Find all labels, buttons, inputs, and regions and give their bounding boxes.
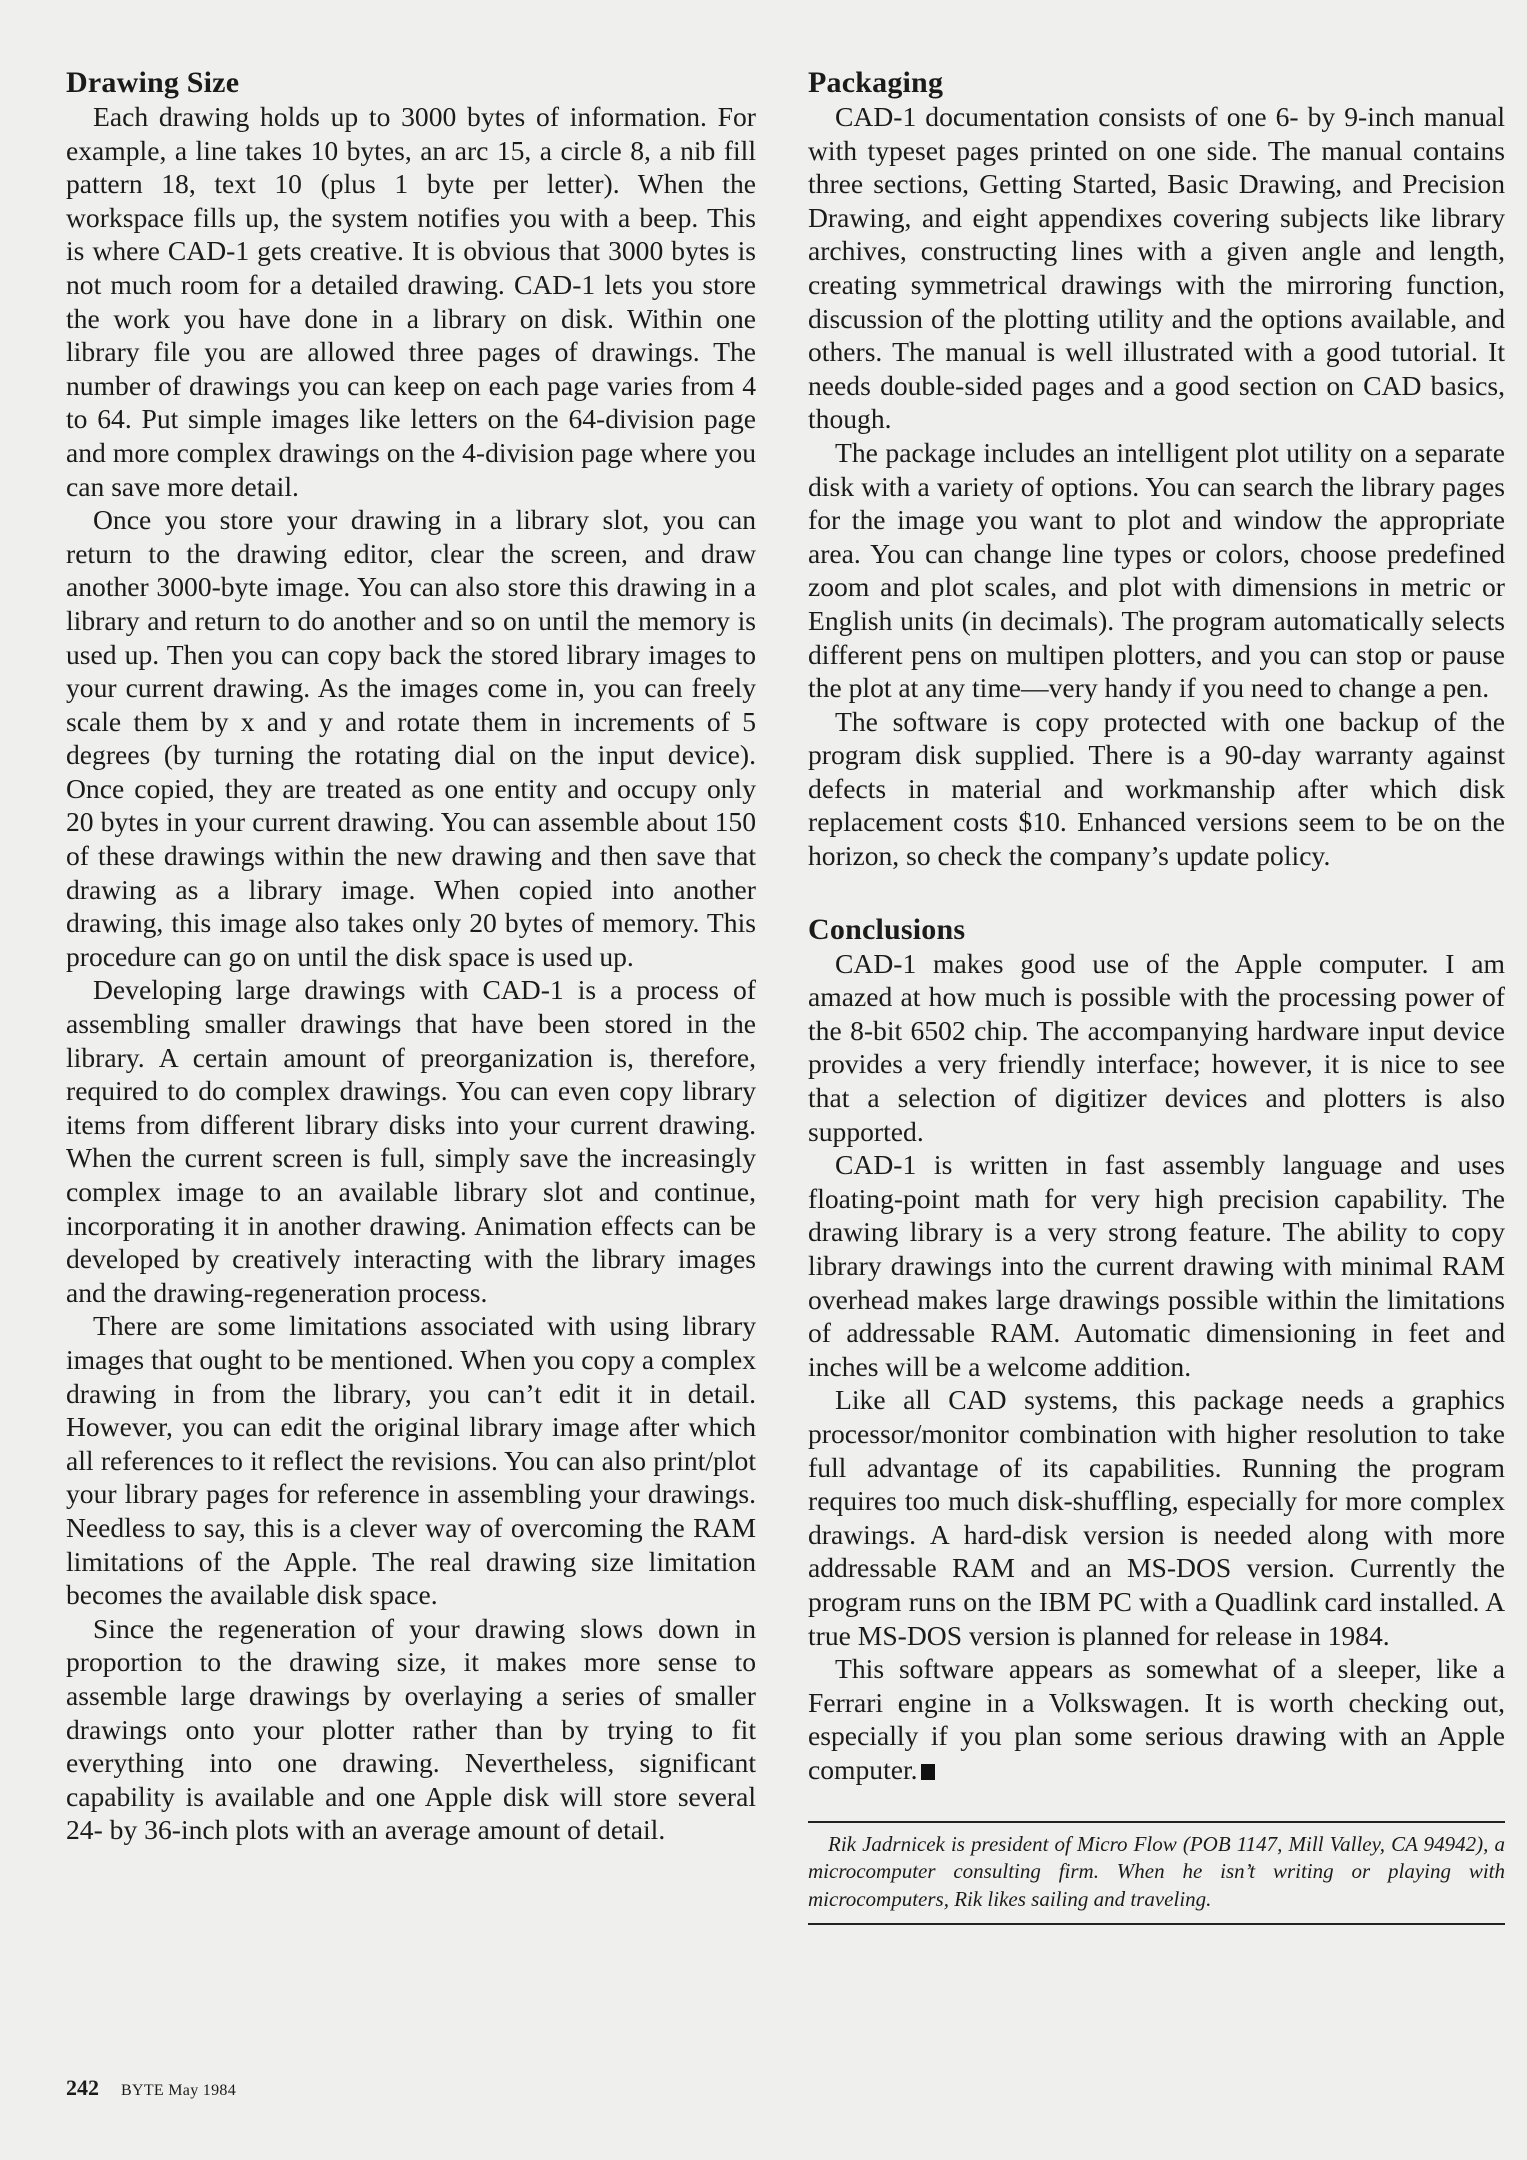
paragraph: The package includes an intelligent plot utility on a separate disk with a variety of options. You can search the library pages for the image you want to plot and window the appropriate area. You can change line types or colors, choose predefined zoom and plot scales, and plot with dimensions in metric or English units (in decimals). The program automatically selects different pens on multipen plotters, and you can stop or pause the plot at any time—very handy if you need to change a pen. [808, 436, 1505, 704]
paragraph: There are some limitations associated with using library images that ought to be mentioned. When you copy a complex drawing in from the library, you can’t edit it in detail. However, you can edit the original library image after which all references to it reflect the revisions. You can also print/plot your library pages for reference in assembling your drawings. Needless to say, this is a clever way of overcoming the RAM limitations of the Apple. The real drawing size limitation becomes the available disk space. [66, 1310, 756, 1611]
author-bio: Rik Jadrnicek is president of Micro Flow (POB 1147, Mill Valley, CA 94942), a microcomputer consulting firm. When he isn’t writing or playing with microcomputers, Rik likes sailing and traveling. [808, 1831, 1505, 1911]
author-bio-box [808, 1821, 1505, 1926]
page-footer [66, 2075, 236, 2101]
paragraph: Each drawing holds up to 3000 bytes of information. For example, a line takes 10 bytes, an arc 15, a circle 8, a nib fill pattern 18, text 10 (plus 1 byte per letter). When the workspace fills up, the system notifies you with a beep. This is where CAD-1 gets creative. It is obvious that 3000 bytes is not much room for a detailed drawing. CAD-1 lets you store the work you have done in a library on disk. Within one library file you are allowed three pages of drawings. The number of drawings you can keep on each page varies from 4 to 64. Put simple images like letters on the 64-division page and more complex drawings on the 4-division page where you can save more detail. [66, 101, 756, 502]
left-column [66, 66, 756, 1847]
running-footer: BYTE May 1984 [121, 2082, 237, 2099]
page-number: 242 [66, 2075, 99, 2100]
paragraph: CAD-1 is written in fast assembly language and uses floating-point math for very high precision capability. The drawing library is a very strong feature. The ability to copy library drawings into the current drawing with minimal RAM overhead makes large drawings possible within the limitations of addressable RAM. Automatic dimensioning in feet and inches will be a welcome addition. [808, 1149, 1505, 1382]
paragraph: The software is copy protected with one backup of the program disk supplied. There is a 90-day warranty against defects in material and workmanship after which disk replacement costs $10. Enhanced versions seem to be on the horizon, so check the company’s update policy. [808, 705, 1505, 872]
final-paragraph-text: This software appears as somewhat of a sleeper, like a Ferrari engine in a Volkswagen. It is worth checking out, especially if you plan some serious drawing with an Apple computer. [808, 1653, 1505, 1785]
paragraph: Once you store your drawing in a library slot, you can return to the drawing editor, clear the screen, and draw another 3000-byte image. You can also store this drawing in a library and return to do another and so on until the memory is used up. Then you can copy back the stored library images to your current drawing. As the images come in, you can freely scale them by x and y and rotate them in increments of 5 degrees (by turning the rotating dial on the input device). Once copied, they are treated as one entity and occupy only 20 bytes in your current drawing. You can assemble about 150 of these drawings within the new drawing and then save that drawing as a library image. When copied into another drawing, this image also takes only 20 bytes of memory. This procedure can go on until the disk space is used up. [66, 504, 756, 972]
paragraph: Since the regeneration of your drawing slows down in proportion to the drawing size, it makes more sense to assemble large drawings by overlaying a series of smaller drawings onto your plotter rather than by trying to fit everything into one drawing. Nevertheless, significant capability is available and one Apple disk will store several 24- by 36-inch plots with an average amount of detail. [66, 1612, 756, 1846]
heading-packaging: Packaging [808, 66, 944, 99]
right-column [808, 66, 1505, 1925]
end-of-article-mark-icon [921, 1764, 935, 1780]
heading-conclusions: Conclusions [808, 912, 966, 946]
paragraph: Developing large drawings with CAD-1 is a process of assembling smaller drawings that have been stored in the library. A certain amount of preorganization is, therefore, required to do complex drawings. You can even copy library items from different library disks into your current drawing. When the current screen is full, simply save the increasingly complex image to an available library slot and continue, incorporating it in another drawing. Animation effects can be developed by creatively interacting with the library images and the drawing-regeneration process. [66, 974, 756, 1308]
paragraph: CAD-1 makes good use of the Apple computer. I am amazed at how much is possible with the processing power of the 8-bit 6502 chip. The accompanying hardware input device provides a very friendly interface; however, it is nice to see that a selection of digitizer devices and plotters is also supported. [808, 947, 1505, 1147]
heading-drawing-size: Drawing Size [66, 66, 240, 99]
paragraph-final [808, 1652, 1505, 1786]
paragraph: Like all CAD systems, this package needs a graphics processor/monitor combination with higher resolution to take full advantage of its capabilities. Running the program requires too much disk-shuffling, especially for more complex drawings. A hard-disk version is needed along with more addressable RAM and an MS-DOS version. Currently the program runs on the IBM PC with a Quadlink card installed. A true MS-DOS version is planned for release in 1984. [808, 1384, 1505, 1651]
paragraph: CAD-1 documentation consists of one 6- by 9-inch manual with typeset pages printed on one side. The manual contains three sections, Getting Started, Basic Drawing, and Precision Drawing, and eight appendixes covering subjects like library archives, constructing lines with a given angle and length, creating symmetrical drawings with the mirroring function, discussion of the plotting utility and the options available, and others. The manual is well illustrated with a good tutorial. It needs double-sided pages and a good section on CAD basics, though. [808, 101, 1505, 435]
section-spacer [808, 873, 1505, 913]
